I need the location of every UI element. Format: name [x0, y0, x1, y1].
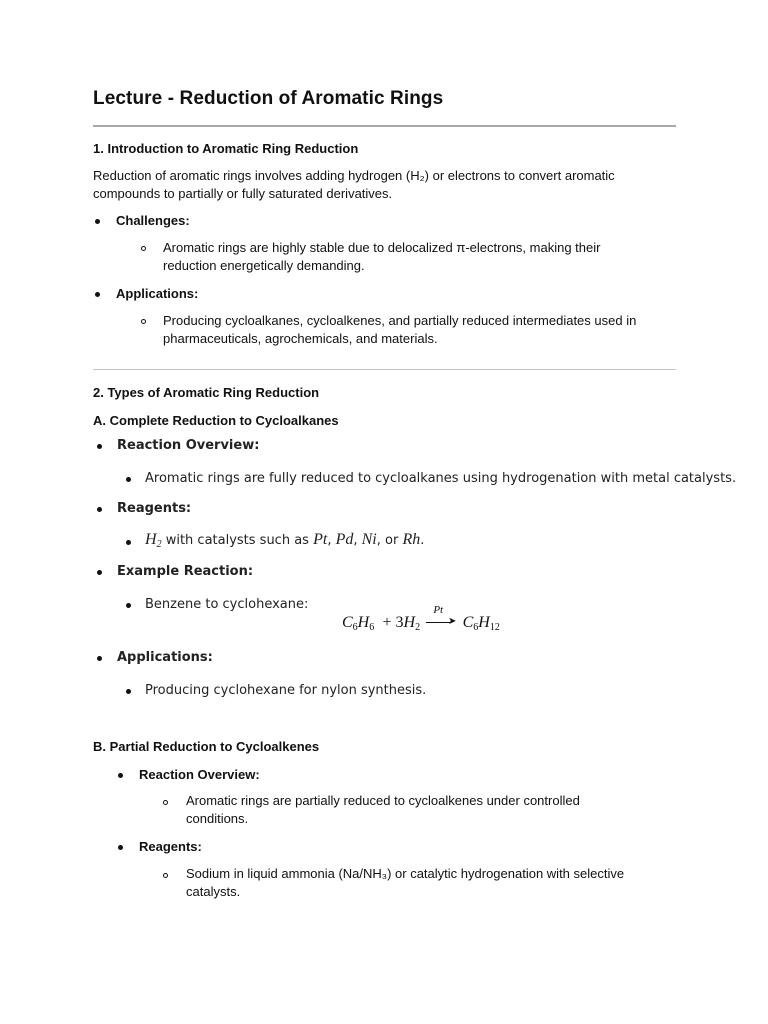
- applications-line-1: Producing cycloalkanes, cycloalkenes, and partially reduced intermediates used in: [163, 313, 637, 328]
- catalyst-pt: Pt: [313, 531, 328, 548]
- section-divider: [93, 369, 676, 370]
- page-title: Lecture - Reduction of Aromatic Rings: [93, 88, 444, 109]
- arrow-catalyst-label: Pt: [433, 604, 444, 616]
- reagents-or: or: [385, 533, 399, 548]
- reaction-arrow-icon: Pt ➤: [426, 617, 456, 627]
- catalyst-pd: Pd: [335, 531, 354, 548]
- b-reagents-label: Reagents:: [139, 839, 202, 854]
- subsection-b-heading: B. Partial Reduction to Cycloalkenes: [93, 739, 320, 754]
- sub-bullet-icon: [163, 800, 168, 805]
- a-example-label: Example Reaction:: [117, 564, 254, 579]
- bullet-icon: [95, 292, 100, 297]
- intro-line-1: Reduction of aromatic rings involves adding hydrogen (H₂) or electrons to convert aromatic: [93, 168, 615, 183]
- catalyst-rh: Rh: [402, 531, 421, 548]
- bullet-icon: [97, 656, 102, 661]
- b-reagents-line-1: Sodium in liquid ammonia (Na/NH₃) or catalytic hydrogenation with selective: [186, 866, 625, 881]
- bullet-icon: [126, 603, 131, 608]
- b-overview-line-2: conditions.: [186, 811, 249, 826]
- a-overview-label: Reaction Overview:: [117, 438, 260, 453]
- applications-line-2: pharmaceuticals, agrochemicals, and materials.: [163, 331, 438, 346]
- a-applications-label: Applications:: [117, 650, 213, 665]
- bullet-icon: [118, 845, 123, 850]
- challenges-line-1: Aromatic rings are highly stable due to delocalized π-electrons, making their: [163, 240, 601, 255]
- bullet-icon: [126, 477, 131, 482]
- b-overview-line-1: Aromatic rings are partially reduced to cycloalkenes under controlled: [186, 793, 580, 808]
- a-reagents-line: $H_2$ with catalysts such as Pt, Pd, Ni, or Rh.: [145, 531, 425, 550]
- bullet-icon: [95, 219, 100, 224]
- title-divider: [93, 125, 676, 127]
- a-overview-text: Aromatic rings are fully reduced to cycloalkanes using hydrogenation with metal catalysts.: [145, 471, 737, 486]
- reagents-prefix: with catalysts such as: [165, 533, 309, 548]
- intro-line-2: compounds to partially or fully saturated derivatives.: [93, 186, 393, 201]
- a-reagents-label: Reagents:: [117, 501, 192, 516]
- section-1-heading: 1. Introduction to Aromatic Ring Reduction: [93, 141, 359, 156]
- section-2-heading: 2. Types of Aromatic Ring Reduction: [93, 385, 320, 400]
- bullet-icon: [97, 444, 102, 449]
- b-overview-label: Reaction Overview:: [139, 767, 260, 782]
- bullet-icon: [126, 689, 131, 694]
- sub-bullet-icon: [163, 873, 168, 878]
- bullet-icon: [97, 570, 102, 575]
- catalyst-ni: Ni: [361, 531, 377, 548]
- a-applications-text: Producing cyclohexane for nylon synthesis.: [145, 683, 427, 698]
- sub-bullet-icon: [141, 246, 146, 251]
- sub-bullet-icon: [141, 319, 146, 324]
- h2-formula: $H_2$: [145, 531, 162, 550]
- bullet-icon: [118, 773, 123, 778]
- challenges-label: Challenges:: [116, 213, 190, 228]
- reaction-equation: $C_6H_6 + 3H_2$ Pt ➤ $C_6H_{12}$: [342, 604, 500, 633]
- a-example-text: Benzene to cyclohexane:: [145, 597, 309, 612]
- challenges-line-2: reduction energetically demanding.: [163, 258, 365, 273]
- bullet-icon: [97, 507, 102, 512]
- b-reagents-line-2: catalysts.: [186, 884, 241, 899]
- subsection-a-heading: A. Complete Reduction to Cycloalkanes: [93, 413, 339, 428]
- applications-label: Applications:: [116, 286, 199, 301]
- bullet-icon: [126, 540, 131, 545]
